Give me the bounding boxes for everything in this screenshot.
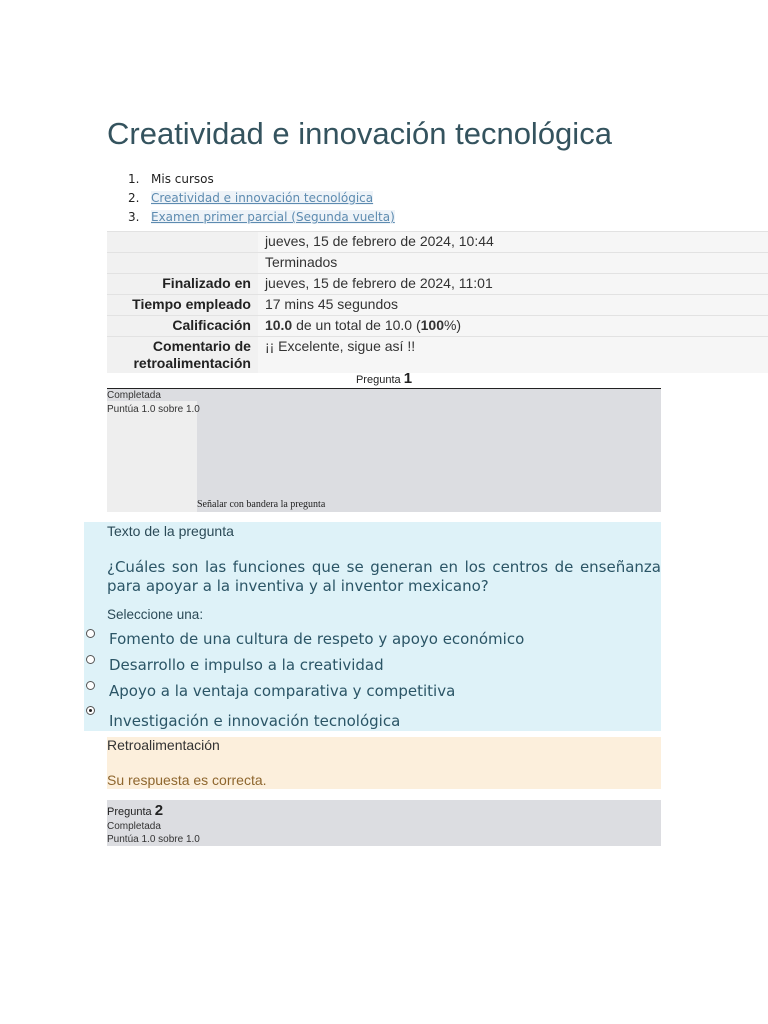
summary-header — [107, 232, 258, 253]
summary-row-state — [107, 253, 768, 274]
question-text-label: Texto de la pregunta — [107, 523, 234, 539]
grade-percent: 100 — [420, 317, 444, 333]
time-label: Tiempo empleado — [107, 295, 258, 316]
grade-mid: de un total de 10.0 ( — [292, 317, 421, 333]
answer-radio-b[interactable] — [86, 655, 95, 664]
answer-radio-a[interactable] — [86, 629, 95, 638]
question-2-header — [107, 802, 163, 819]
grade-score: 10.0 — [264, 317, 293, 333]
answer-radio-c[interactable] — [86, 681, 95, 690]
question-1-text: ¿Cuáles son las funciones que se generan en los centros de enseñanza para apoyar a la inventiva y al inventor mexicano? — [107, 558, 661, 595]
page-title: Creatividad e innovación tecnológica — [107, 116, 612, 151]
summary-row-grade — [107, 316, 768, 337]
feedback-label: Retroalimentación — [107, 737, 220, 753]
select-one-label: Seleccione una: — [107, 607, 204, 622]
question-prefix: Pregunta — [355, 374, 401, 386]
state-value: Terminados — [258, 253, 768, 274]
breadcrumb-item — [107, 208, 395, 227]
attempt-summary-table — [107, 231, 768, 373]
time-value: 17 mins 45 segundos — [258, 295, 768, 316]
breadcrumb-item — [107, 189, 395, 208]
question-number: 2 — [154, 802, 164, 819]
comment-label-line1: Comentario de — [152, 338, 251, 354]
comment-value: ¡¡ Excelente, sigue así !! — [258, 337, 768, 374]
breadcrumb-exam-link[interactable]: Examen primer parcial (Segunda vuelta) — [151, 210, 395, 224]
breadcrumb-number: 3. — [128, 210, 140, 224]
flag-question-link[interactable]: Señalar con bandera la pregunta — [197, 499, 326, 510]
grade-label: Calificación — [107, 316, 258, 337]
answer-option-d[interactable]: Investigación e innovación tecnológica — [109, 712, 401, 730]
comment-label-line2: retroalimentación — [133, 355, 251, 371]
question-1-state: Completada — [107, 390, 161, 401]
breadcrumb-number: 2. — [128, 191, 140, 205]
breadcrumb-number: 1. — [128, 172, 140, 186]
grade-value — [258, 316, 768, 337]
comment-label — [107, 337, 258, 374]
question-1-header — [107, 370, 661, 389]
breadcrumb-course-link[interactable]: Creatividad e innovación tecnológica — [151, 191, 374, 205]
answer-option-a[interactable]: Fomento de una cultura de respeto y apoyo económico — [109, 630, 525, 648]
breadcrumb — [107, 170, 395, 227]
question-prefix: Pregunta — [107, 806, 152, 818]
answer-radio-d-selected[interactable] — [86, 706, 95, 715]
answer-option-b[interactable]: Desarrollo e impulso a la creatividad — [109, 656, 384, 674]
summary-row-started — [107, 232, 768, 253]
finished-value: jueves, 15 de febrero de 2024, 11:01 — [258, 274, 768, 295]
question-1-info-strip — [107, 401, 197, 512]
summary-header — [107, 253, 258, 274]
finished-label: Finalizado en — [107, 274, 258, 295]
started-value: jueves, 15 de febrero de 2024, 10:44 — [258, 232, 768, 253]
summary-row-time — [107, 295, 768, 316]
grade-end: %) — [443, 317, 462, 333]
summary-row-finished — [107, 274, 768, 295]
question-2-state: Completada — [107, 821, 161, 832]
answer-option-c[interactable]: Apoyo a la ventaja comparativa y competitiva — [109, 682, 456, 700]
question-1-grade: Puntúa 1.0 sobre 1.0 — [107, 404, 200, 415]
question-2-grade: Puntúa 1.0 sobre 1.0 — [107, 834, 200, 845]
feedback-text: Su respuesta es correcta. — [107, 772, 267, 788]
summary-row-comment — [107, 337, 768, 374]
breadcrumb-item — [107, 170, 395, 189]
question-number: 1 — [403, 370, 413, 387]
breadcrumb-mis-cursos[interactable]: Mis cursos — [151, 172, 214, 186]
